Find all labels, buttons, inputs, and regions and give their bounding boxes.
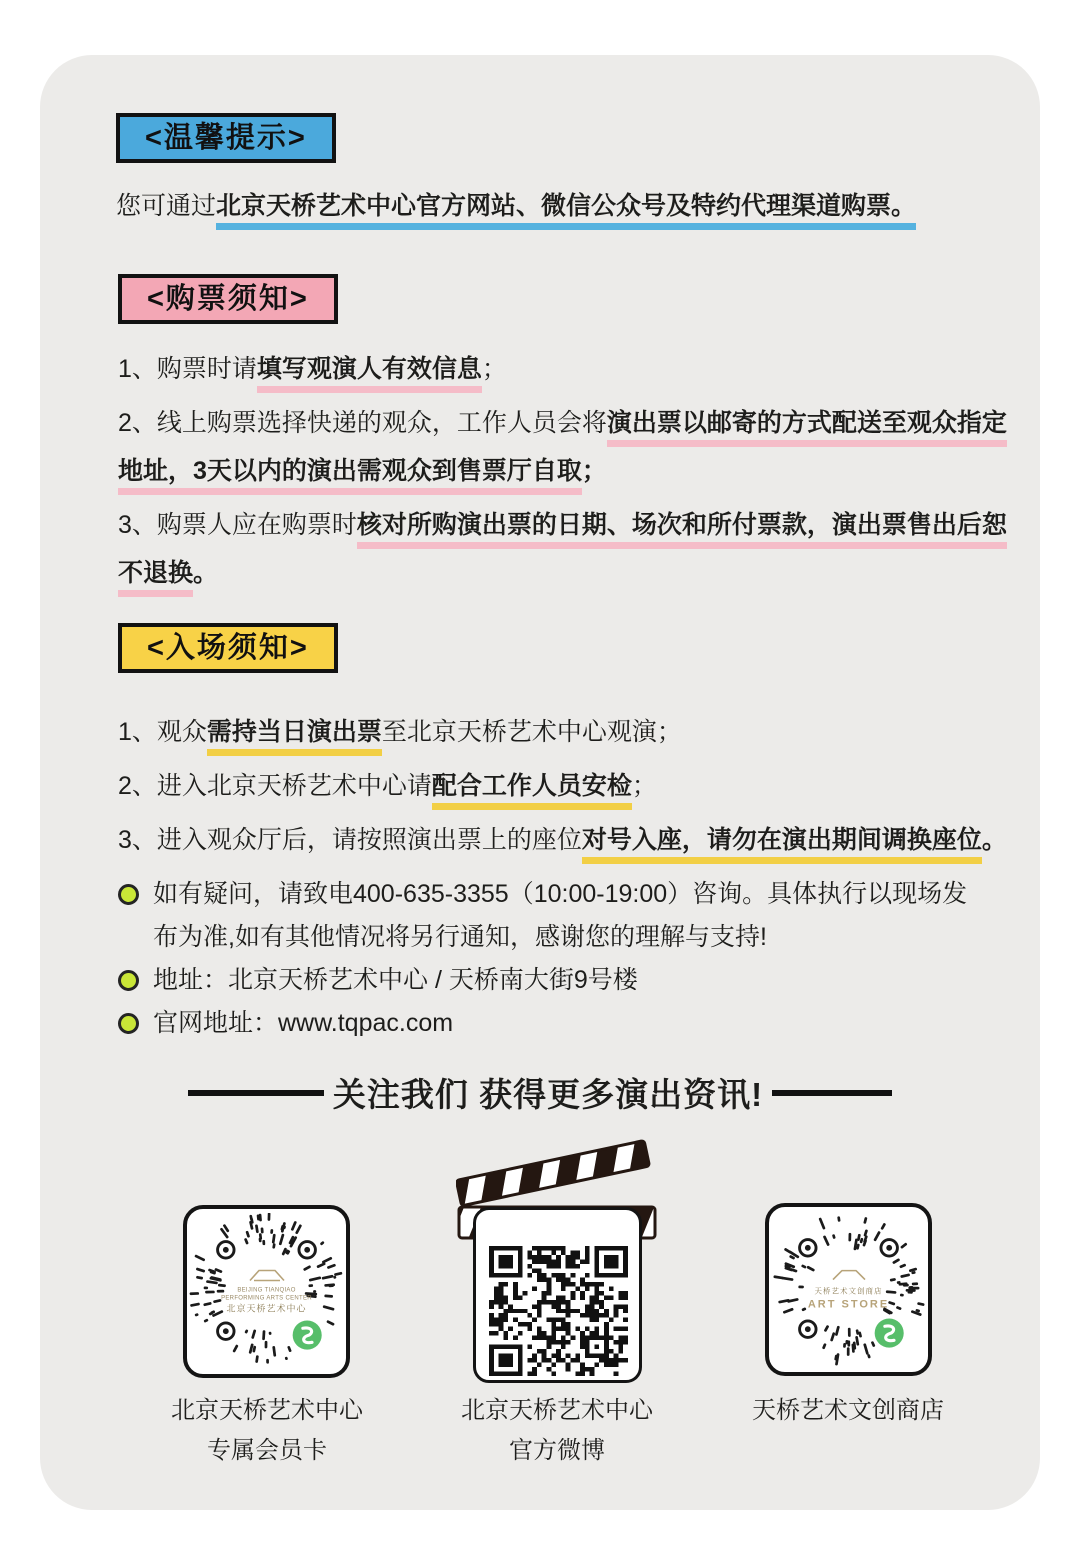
section-badge-entry	[118, 623, 338, 673]
text-line: 布为准,如有其他情况将另行通知，感谢您的理解与支持!	[153, 923, 767, 951]
text-line: 2、线上购票选择快递的观众，工作人员会将演出票以邮寄的方式配送至观众指定	[118, 399, 1007, 447]
qr-art-store	[765, 1203, 932, 1376]
qr-membership-card	[183, 1205, 350, 1378]
qr-left-center-en: BEIJING TIANQIAO PERFORMING ARTS CENTER	[221, 1287, 312, 1301]
entry-rule-2	[118, 762, 1007, 810]
text-line: 2、进入北京天桥艺术中心请配合工作人员安检；	[118, 762, 1007, 810]
note-address	[118, 959, 967, 1002]
follow-header-left-rule	[188, 1090, 324, 1096]
follow-header-right-rule	[772, 1090, 892, 1096]
section-badge-purchase-label: <购票须知>	[147, 283, 309, 315]
purchase-rule-2	[118, 399, 1007, 495]
qr-left-label-line2: 专属会员卡	[207, 1437, 327, 1464]
qr-right-center-en: ART STORE	[807, 1298, 890, 1311]
purchase-rules-list	[118, 345, 1007, 603]
text-line: 3、进入观众厅后，请按照演出票上的座位对号入座，请勿在演出期间调换座位。	[118, 816, 1007, 864]
bullet-circle-icon	[118, 1013, 139, 1034]
entry-rules-list	[118, 708, 1007, 870]
purchase-rule-3	[118, 501, 1007, 597]
text-line: 地址，3天以内的演出需观众到售票厅自取；	[118, 447, 1007, 495]
entry-rule-3	[118, 816, 1007, 864]
text-line: 不退换。	[118, 549, 1007, 597]
follow-header	[40, 1069, 1040, 1116]
follow-header-title: 关注我们 获得更多演出资讯!	[332, 1076, 764, 1113]
qr-left-center-cn: 北京天桥艺术中心	[226, 1303, 307, 1313]
text-line: 如有疑问，请致电400-635-3355（10:00-19:00）咨询。具体执行以现场发	[153, 880, 968, 908]
section-badge-tips	[116, 113, 336, 163]
qr-right-center-cn: 天桥艺术文创商店	[814, 1286, 883, 1296]
qr-right-label-line1: 天桥艺术文创商店	[752, 1397, 944, 1424]
note-hotline	[118, 873, 967, 959]
note-website-text	[153, 1002, 453, 1045]
tips-intro-text	[116, 183, 916, 229]
qr-right-label	[688, 1391, 1008, 1431]
qr-weibo	[473, 1207, 642, 1383]
qr-mid-label-line2: 官方微博	[509, 1437, 605, 1464]
notice-card	[40, 55, 1040, 1510]
note-website	[118, 1002, 967, 1045]
text-line: 您可通过北京天桥艺术中心官方网站、微信公众号及特约代理渠道购票。	[116, 183, 916, 229]
text-line: 官网地址：www.tqpac.com	[153, 1009, 454, 1037]
section-badge-purchase	[118, 274, 338, 324]
entry-rule-1	[118, 708, 1007, 756]
qr-left-label	[107, 1391, 427, 1471]
purchase-rule-1	[118, 345, 1007, 393]
section-badge-entry-label: <入场须知>	[147, 632, 309, 664]
qr-mid-label	[397, 1391, 717, 1471]
wechat-mini-qr-icon	[771, 1211, 926, 1366]
qr-mid-label-line1: 北京天桥艺术中心	[461, 1397, 653, 1424]
text-line: 1、观众需持当日演出票至北京天桥艺术中心观演；	[118, 708, 1007, 756]
bullet-circle-icon	[118, 884, 139, 905]
section-badge-tips-label: <温馨提示>	[145, 122, 307, 154]
text-line: 地址：北京天桥艺术中心 / 天桥南大街9号楼	[153, 966, 638, 994]
bullet-circle-icon	[118, 970, 139, 991]
note-hotline-text	[153, 873, 967, 959]
text-line: 3、购票人应在购票时核对所购演出票的日期、场次和所付票款，演出票售出后恕	[118, 501, 1007, 549]
weibo-qr-icon	[489, 1246, 628, 1376]
notes-list	[118, 873, 967, 1045]
qr-left-label-line1: 北京天桥艺术中心	[171, 1397, 363, 1424]
text-line: 1、购票时请填写观演人有效信息；	[118, 345, 1007, 393]
note-address-text	[153, 959, 638, 1002]
wechat-mini-qr-icon	[189, 1213, 344, 1368]
